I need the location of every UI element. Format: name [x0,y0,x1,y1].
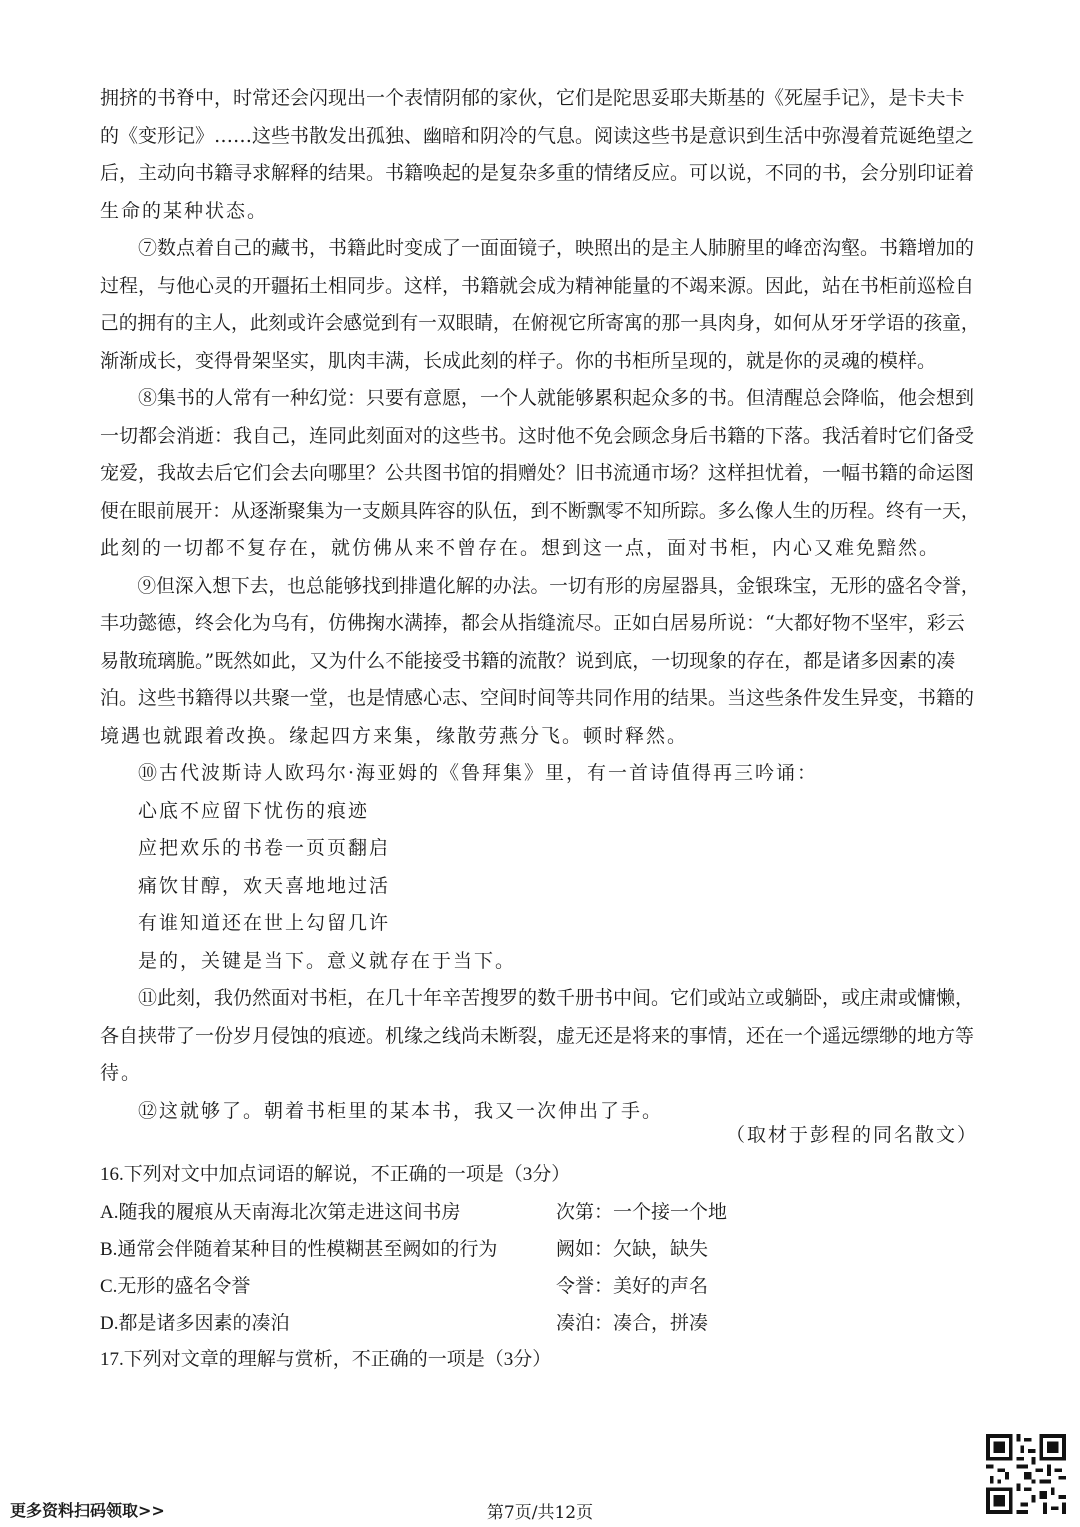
passage-line: 境遇也就跟着改换。缘起四方来集，缘散劳燕分飞。顿时释然。 [100,724,689,747]
poem-line: 心底不应留下忧伤的痕迹 [138,799,370,822]
question-section [100,1157,980,1378]
passage-line: 拥挤的书脊中，时常还会闪现出一个表情阴郁的家伙，它们是陀思妥耶夫斯基的《死屋手记》，是卡夫卡 [100,87,965,109]
passage-line: 待。 [100,1062,143,1084]
passage-line: 过程，与他心灵的开疆拓土相同步。这样，书籍就会成为精神能量的不竭来源。因此，站在书柜前巡检自 [100,274,975,297]
option-gloss: 令誉：美好的声名 [556,1275,709,1297]
paragraph-8-line: ⑧集书的人常有一种幻觉：只要有意愿，一个人就能够累积起众多的书。但清醒总会降临，他会想到 [138,387,975,409]
passage-line: 宠爱，我故去后它们会去向哪里？公共图书馆的捐赠处？旧书流通市场？这样担忧着，一幅书籍的命运图 [100,462,975,484]
poem-line: 有谁知道还在世上勾留几许 [138,912,391,934]
option-text: C.无形的盛名令誉 [100,1275,251,1297]
option-gloss: 阙如：欠缺，缺失 [556,1238,709,1260]
passage-source: （取材于彭程的同名散文） [725,1124,978,1146]
footer-promo-link[interactable]: 更多资料扫码领取>> [10,1501,165,1520]
option-text: D.都是诸多因素的凑泊 [100,1312,290,1334]
poem-line: 应把欢乐的书卷一页页翻启 [138,837,391,859]
question-16-option-d [100,1305,980,1342]
passage-line: 的《变形记》……这些书散发出孤独、幽暗和阴冷的气息。阅读这些书是意识到生活中弥漫着荒诞绝望之 [100,124,975,147]
passage-line: 易散琉璃脆。”既然如此，又为什么不能接受书籍的流散？说到底，一切现象的存在，都是诸多因素的凑 [100,649,956,672]
passage-line: 丰功懿德，终会化为乌有，仿佛掬水满捧，都会从指缝流尽。正如白居易所说：“大都好物不坚牢，彩云 [100,612,965,634]
option-text: B.通常会伴随着某种目的性模糊甚至阙如的行为 [100,1238,498,1260]
paragraph-7-line: ⑦数点着自己的藏书，书籍此时变成了一面面镜子，映照出的是主人肺腑里的峰峦沟壑。书籍增加的 [138,237,975,259]
passage-line: 生命的某种状态。 [100,199,269,222]
paragraph-9-line: ⑨但深入想下去，也总能够找到排遣化解的办法。一切有形的房屋器具，金银珠宝，无形的盛名令誉， [137,574,980,597]
question-16: 16.下列对文中加点词语的解说，不正确的一项是（3分） [100,1164,571,1185]
question-16-option-b [100,1231,980,1268]
question-17: 17.下列对文章的理解与赏析，不正确的一项是（3分） [100,1348,552,1370]
option-gloss: 次第：一个接一个地 [556,1201,728,1223]
passage-line: 各自挟带了一份岁月侵蚀的痕迹。机缘之线尚未断裂，虚无还是将来的事情，还在一个遥远缥缈的地方等 [100,1024,975,1047]
passage-line: 后，主动向书籍寻求解释的结果。书籍唤起的是复杂多重的情绪反应。可以说，不同的书，会分别印证着 [100,162,975,184]
option-text: A.随我的履痕从天南海北次第走进这间书房 [100,1201,461,1223]
passage-line: 渐渐成长，变得骨架坚实，肌肉丰满，长成此刻的样子。你的书柜所呈现的，就是你的灵魂的模样。 [100,349,937,372]
paragraph-12-line: ⑫这就够了。朝着书柜里的某本书，我又一次伸出了手。 [138,1099,664,1122]
passage-line: 一切都会消逝：我自己，连同此刻面对的这些书。这时他不免会顾念身后书籍的下落。我活着时它们备受 [100,424,975,447]
paragraph-10-line: ⑩古代波斯诗人欧玛尔·海亚姆的《鲁拜集》里，有一首诗值得再三吟诵： [138,762,819,784]
passage-line: 便在眼前展开：从逐渐聚集为一支颇具阵容的队伍，到不断飘零不知所踪。多么像人生的历程。终有一天， [100,499,980,522]
question-16-option-c [100,1268,980,1305]
page-number: 第7页/共12页 [486,1503,594,1523]
passage-line: 是的，关键是当下。意义就存在于当下。 [138,949,517,972]
paragraph-11-line: ⑪此刻，我仍然面对书柜，在几十年辛苦搜罗的数千册书中间。它们或站立或躺卧，或庄肃或慵懒， [138,987,975,1009]
option-gloss: 凑泊：凑合，拼凑 [556,1312,709,1334]
passage-line: 泊。这些书籍得以共聚一堂，也是情感心志、空间时间等共同作用的结果。当这些条件发生异变，书籍的 [100,687,975,709]
passage-line: 此刻的一切都不复存在，就仿佛从来不曾存在。想到这一点，面对书柜，内心又难免黯然。 [100,537,941,559]
poem-line: 痛饮甘醇，欢天喜地地过活 [138,874,391,897]
passage-line: 己的拥有的主人，此刻或许会感觉到有一双眼睛，在俯视它所寄寓的那一具肉身，如何从牙牙学语的孩童， [100,312,980,334]
question-16-option-a [100,1194,980,1231]
reading-passage [100,80,980,1130]
